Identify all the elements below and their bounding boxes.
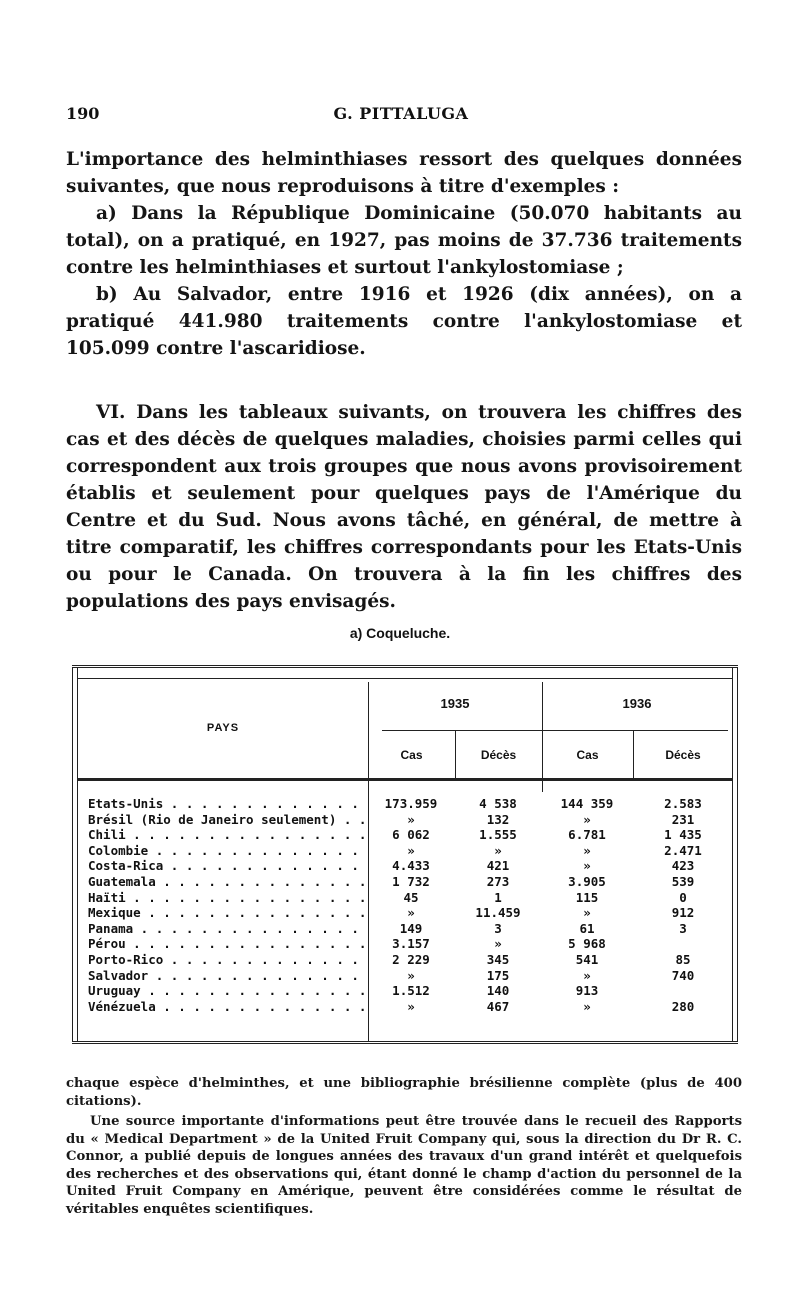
row-country: Costa-Rica . . . bbox=[88, 858, 368, 874]
cell-deces-1935: 175 bbox=[486, 967, 510, 983]
page-number: 190 bbox=[66, 104, 100, 123]
subheader-cas-1936: Cas bbox=[576, 748, 599, 762]
cell-deces-1935: 11.459 bbox=[475, 905, 521, 921]
cell-cas-1936: » bbox=[583, 967, 591, 983]
cell-cas-1935: 149 bbox=[399, 920, 423, 936]
row-country: Uruguay . . . bbox=[88, 983, 368, 999]
table-row bbox=[72, 952, 738, 968]
cell-cas-1935: 1 732 bbox=[392, 873, 430, 889]
row-country: Haïti . . . bbox=[88, 890, 368, 906]
cell-deces-1936: 2.583 bbox=[664, 796, 702, 811]
table-row bbox=[72, 905, 738, 921]
cell-deces-1936: 740 bbox=[671, 967, 695, 983]
row-country: Pérou . . . bbox=[88, 936, 368, 952]
item-b-paragraph: b) Au Salvador, entre 1916 et 1926 (dix années), on a pratiqué 441.980 traitements contre l'ankylostomiase et 105.099 contre l'ascaridiose. bbox=[66, 284, 742, 359]
table-row bbox=[72, 858, 738, 874]
table-row bbox=[72, 890, 738, 906]
year-underline bbox=[552, 730, 728, 731]
row-country: Colombie . . . bbox=[88, 843, 368, 859]
column-header-1935: 1935 bbox=[440, 696, 470, 711]
intro-paragraph: L'importance des helminthiases ressort des quelques données suivantes, que nous reproduisons à titre d'exemples : bbox=[66, 149, 742, 197]
footnote-continuation bbox=[66, 1075, 742, 1110]
table-body bbox=[72, 796, 738, 1014]
cell-deces-1935: » bbox=[494, 936, 502, 952]
row-country: Salvador . . . bbox=[88, 968, 368, 984]
row-country: Guatemala . . . bbox=[88, 874, 368, 890]
cell-cas-1936: 115 bbox=[575, 889, 599, 905]
cell-deces-1935: » bbox=[494, 842, 502, 858]
cell-cas-1935: 4.433 bbox=[392, 858, 430, 874]
cell-deces-1936: 1 435 bbox=[664, 827, 702, 843]
subheader-deces-1935: Décès bbox=[480, 748, 517, 762]
row-country: Panama . . . bbox=[88, 921, 368, 937]
cell-cas-1936: 6.781 bbox=[568, 827, 606, 843]
row-country: Vénézuela . . . bbox=[88, 999, 368, 1015]
header-bottom-rule bbox=[78, 778, 732, 781]
cell-deces-1935: 273 bbox=[486, 873, 510, 889]
cell-deces-1936: 280 bbox=[671, 998, 695, 1014]
cell-cas-1935: » bbox=[407, 998, 415, 1014]
cell-deces-1936: 85 bbox=[675, 951, 691, 967]
table-row bbox=[72, 874, 738, 890]
cell-deces-1935: 421 bbox=[486, 858, 510, 874]
column-header-pays: PAYS bbox=[206, 722, 240, 734]
subheader-deces-1936: Décès bbox=[665, 748, 701, 762]
table-caption: a) Coqueluche. bbox=[349, 625, 451, 641]
cell-cas-1935: » bbox=[407, 811, 415, 827]
cell-deces-1935: 345 bbox=[486, 951, 510, 967]
cell-cas-1936: 5 968 bbox=[568, 936, 606, 952]
table-row bbox=[72, 827, 738, 843]
row-country: Mexique . . . bbox=[88, 905, 368, 921]
running-title: G. PITTALUGA bbox=[333, 104, 469, 123]
cell-deces-1936: 3 bbox=[679, 920, 687, 936]
table-row bbox=[72, 796, 738, 812]
cell-cas-1935: 3.157 bbox=[392, 936, 430, 952]
item-a-paragraph: a) Dans la République Dominicaine (50.070 habitants au total), on a pratiqué, en 1927, pas moins de 37.736 traitements contre les helminthiases et surtout l'ankylostomiase ; bbox=[66, 203, 742, 278]
row-country: Porto-Rico . . . bbox=[88, 952, 368, 968]
table-row bbox=[72, 999, 738, 1015]
cell-cas-1936: » bbox=[583, 905, 591, 921]
cell-deces-1936: 539 bbox=[671, 873, 695, 889]
cell-cas-1936: 3.905 bbox=[568, 873, 606, 889]
cell-cas-1936: 61 bbox=[579, 920, 595, 936]
cell-deces-1935: 132 bbox=[486, 811, 510, 827]
section-vi-paragraph: VI. Dans les tableaux suivants, on trouvera les chiffres des cas et des décès de quelques maladies, choisies parmi celles qui correspondent aux trois groupes que nous avons provisoirement établis et seulement pour quelques pays de l'Amérique du Centre et du Sud. Nous avons tâché, en général, de mettre à titre comparatif, les chiffres correspondants pour les Etats-Unis ou pour le Canada. On trouvera à la fin les chiffres des populations des pays envisagés. bbox=[66, 402, 742, 612]
cell-cas-1935: 45 bbox=[403, 889, 419, 905]
table-row bbox=[72, 843, 738, 859]
footnote-text: Une source importante d'informations peut être trouvée dans le recueil des Rapports du « Medical Department » de la United Fruit Company qui, sous la direction du Dr R. C. Connor, a publié depuis de longues années des travaux d'un grand intérêt et quelquefois des recherches et des observations qui, étant donné le champ d'action du personnel de la United Fruit Company en Amérique, peuvent être considérées comme le résultat de véritables enquêtes scientifiques. bbox=[66, 1114, 742, 1217]
cell-cas-1935: 6 062 bbox=[392, 827, 430, 843]
cell-deces-1935: 1.555 bbox=[479, 827, 517, 843]
footnote-united-fruit bbox=[66, 1113, 742, 1218]
cell-cas-1936: » bbox=[583, 842, 591, 858]
cell-cas-1935: 1.512 bbox=[392, 983, 430, 999]
table-row bbox=[72, 921, 738, 937]
cell-deces-1936: 2.471 bbox=[664, 842, 702, 858]
subheader-cas-1935: Cas bbox=[400, 748, 423, 762]
cell-deces-1935: 467 bbox=[486, 998, 510, 1014]
cell-deces-1936: 231 bbox=[671, 811, 695, 827]
cell-deces-1936: 912 bbox=[671, 905, 695, 921]
cell-cas-1935: » bbox=[407, 905, 415, 921]
cell-cas-1936: 913 bbox=[575, 983, 599, 999]
cell-cas-1935: » bbox=[407, 842, 415, 858]
cell-cas-1936: » bbox=[583, 858, 591, 874]
cell-cas-1936: » bbox=[583, 998, 591, 1014]
table-row bbox=[72, 983, 738, 999]
cell-deces-1935: 4 538 bbox=[479, 796, 517, 811]
cell-cas-1935: 2 229 bbox=[392, 951, 430, 967]
footnote-text: chaque espèce d'helminthes, et une bibliographie brésilienne complète (plus de 400 citations). bbox=[66, 1076, 742, 1109]
row-country: Etats-Unis . . . bbox=[88, 796, 368, 812]
cell-deces-1935: 1 bbox=[494, 889, 502, 905]
table-row bbox=[72, 968, 738, 984]
intro-section bbox=[66, 146, 742, 362]
table-row bbox=[72, 936, 738, 952]
row-country: Chili . . . bbox=[88, 827, 368, 843]
cell-deces-1935: 140 bbox=[486, 983, 510, 999]
coqueluche-table bbox=[72, 665, 738, 1044]
cell-cas-1935: 173.959 bbox=[384, 796, 438, 811]
page-header bbox=[66, 104, 736, 128]
table-row bbox=[72, 812, 738, 828]
section-vi bbox=[66, 399, 742, 615]
column-header-1936: 1936 bbox=[622, 696, 652, 711]
cell-cas-1936: » bbox=[583, 811, 591, 827]
cell-deces-1935: 3 bbox=[494, 920, 502, 936]
cell-deces-1936: 423 bbox=[671, 858, 695, 874]
cell-cas-1936: 541 bbox=[575, 951, 599, 967]
row-country: Brésil (Rio de Janeiro seulement) . . . bbox=[88, 812, 368, 828]
table-inner-top-rule bbox=[78, 678, 732, 679]
cell-cas-1936: 144 359 bbox=[560, 796, 614, 811]
cell-cas-1935: » bbox=[407, 967, 415, 983]
cell-deces-1936: 0 bbox=[679, 889, 687, 905]
